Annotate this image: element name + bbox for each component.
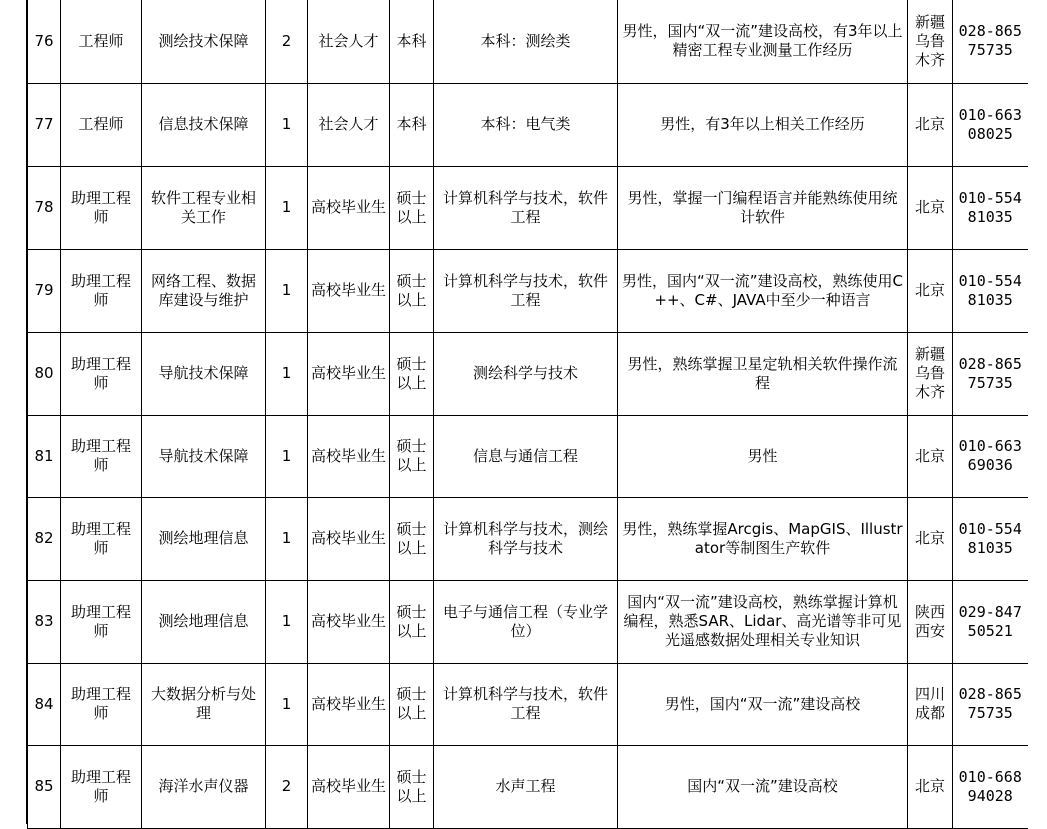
cell-job-title: 助理工程师 xyxy=(61,745,142,828)
cell-position: 信息技术保障 xyxy=(142,83,266,166)
cell-number: 84 xyxy=(28,663,61,745)
cell-major: 本科：电气类 xyxy=(434,83,618,166)
cell-position: 海洋水声仪器 xyxy=(142,745,266,828)
cell-major: 计算机科学与技术，测绘科学与技术 xyxy=(434,497,618,580)
cell-phone: 010-66894028 xyxy=(953,745,1028,828)
cell-major: 水声工程 xyxy=(434,745,618,828)
cell-position: 测绘地理信息 xyxy=(142,497,266,580)
cell-job-title: 助理工程师 xyxy=(61,249,142,332)
table-row xyxy=(28,332,1028,415)
cell-education: 硕士以上 xyxy=(390,663,434,745)
cell-count: 1 xyxy=(266,497,308,580)
cell-requirements: 男性 xyxy=(618,415,908,497)
table-row xyxy=(28,83,1028,166)
cell-education: 硕士以上 xyxy=(390,249,434,332)
cell-location: 陕西西安 xyxy=(908,580,953,663)
cell-source: 高校毕业生 xyxy=(308,249,390,332)
cell-count: 1 xyxy=(266,580,308,663)
cell-number: 85 xyxy=(28,745,61,828)
cell-job-title: 助理工程师 xyxy=(61,497,142,580)
cell-source: 高校毕业生 xyxy=(308,332,390,415)
cell-major: 测绘科学与技术 xyxy=(434,332,618,415)
cell-job-title: 助理工程师 xyxy=(61,415,142,497)
cell-phone: 010-55481035 xyxy=(953,166,1028,249)
cell-job-title: 工程师 xyxy=(61,83,142,166)
cell-source: 高校毕业生 xyxy=(308,497,390,580)
table-row xyxy=(28,663,1028,745)
recruitment-table xyxy=(27,0,1028,829)
cell-requirements: 国内“双一流”建设高校 xyxy=(618,745,908,828)
table-row xyxy=(28,745,1028,828)
cell-position: 导航技术保障 xyxy=(142,332,266,415)
cell-education: 硕士以上 xyxy=(390,497,434,580)
cell-location: 北京 xyxy=(908,166,953,249)
cell-count: 1 xyxy=(266,415,308,497)
cell-job-title: 工程师 xyxy=(61,0,142,83)
cell-source: 社会人才 xyxy=(308,0,390,83)
cell-number: 76 xyxy=(28,0,61,83)
cell-location: 新疆乌鲁木齐 xyxy=(908,332,953,415)
cell-count: 1 xyxy=(266,332,308,415)
cell-education: 硕士以上 xyxy=(390,166,434,249)
cell-requirements: 男性，国内“双一流”建设高校 xyxy=(618,663,908,745)
table-row xyxy=(28,415,1028,497)
cell-source: 高校毕业生 xyxy=(308,745,390,828)
cell-count: 1 xyxy=(266,663,308,745)
cell-source: 社会人才 xyxy=(308,83,390,166)
table-row xyxy=(28,0,1028,83)
cell-job-title: 助理工程师 xyxy=(61,332,142,415)
cell-count: 2 xyxy=(266,0,308,83)
table-row xyxy=(28,166,1028,249)
cell-requirements: 国内“双一流”建设高校，熟练掌握计算机编程，熟悉SAR、Lidar、高光谱等非可见光遥感数据处理相关专业知识 xyxy=(618,580,908,663)
cell-source: 高校毕业生 xyxy=(308,580,390,663)
cell-source: 高校毕业生 xyxy=(308,415,390,497)
cell-position: 测绘地理信息 xyxy=(142,580,266,663)
cell-phone: 028-86575735 xyxy=(953,332,1028,415)
table-body xyxy=(28,0,1028,828)
cell-job-title: 助理工程师 xyxy=(61,166,142,249)
cell-location: 北京 xyxy=(908,745,953,828)
cell-position: 测绘技术保障 xyxy=(142,0,266,83)
cell-education: 本科 xyxy=(390,0,434,83)
cell-phone: 010-55481035 xyxy=(953,249,1028,332)
cell-major: 计算机科学与技术，软件工程 xyxy=(434,663,618,745)
table-row xyxy=(28,249,1028,332)
cell-requirements: 男性，熟练掌握Arcgis、MapGIS、Illustrator等制图生产软件 xyxy=(618,497,908,580)
cell-count: 1 xyxy=(266,83,308,166)
cell-major: 本科：测绘类 xyxy=(434,0,618,83)
cell-count: 1 xyxy=(266,166,308,249)
cell-location: 北京 xyxy=(908,249,953,332)
table-row xyxy=(28,497,1028,580)
cell-count: 1 xyxy=(266,249,308,332)
cell-number: 79 xyxy=(28,249,61,332)
cell-number: 81 xyxy=(28,415,61,497)
cell-count: 2 xyxy=(266,745,308,828)
cell-source: 高校毕业生 xyxy=(308,166,390,249)
cell-education: 硕士以上 xyxy=(390,415,434,497)
cell-requirements: 男性，国内“双一流”建设高校，有3年以上精密工程专业测量工作经历 xyxy=(618,0,908,83)
cell-source: 高校毕业生 xyxy=(308,663,390,745)
cell-education: 硕士以上 xyxy=(390,580,434,663)
cell-location: 北京 xyxy=(908,497,953,580)
cell-number: 80 xyxy=(28,332,61,415)
cell-location: 北京 xyxy=(908,415,953,497)
cell-requirements: 男性，国内“双一流”建设高校，熟练使用C++、C#、JAVA中至少一种语言 xyxy=(618,249,908,332)
table-row xyxy=(28,580,1028,663)
cell-position: 大数据分析与处理 xyxy=(142,663,266,745)
cell-location: 四川成都 xyxy=(908,663,953,745)
cell-job-title: 助理工程师 xyxy=(61,580,142,663)
cell-position: 导航技术保障 xyxy=(142,415,266,497)
cell-requirements: 男性，有3年以上相关工作经历 xyxy=(618,83,908,166)
cell-phone: 010-66369036 xyxy=(953,415,1028,497)
cell-requirements: 男性，掌握一门编程语言并能熟练使用统计软件 xyxy=(618,166,908,249)
cell-phone: 010-55481035 xyxy=(953,497,1028,580)
cell-position: 软件工程专业相关工作 xyxy=(142,166,266,249)
cell-phone: 010-66308025 xyxy=(953,83,1028,166)
cell-job-title: 助理工程师 xyxy=(61,663,142,745)
cell-location: 新疆乌鲁木齐 xyxy=(908,0,953,83)
cell-education: 本科 xyxy=(390,83,434,166)
cell-education: 硕士以上 xyxy=(390,332,434,415)
cell-major: 计算机科学与技术，软件工程 xyxy=(434,166,618,249)
cell-position: 网络工程、数据库建设与维护 xyxy=(142,249,266,332)
cell-location: 北京 xyxy=(908,83,953,166)
cell-major: 电子与通信工程（专业学位） xyxy=(434,580,618,663)
cell-number: 83 xyxy=(28,580,61,663)
cell-number: 77 xyxy=(28,83,61,166)
cell-number: 82 xyxy=(28,497,61,580)
cell-requirements: 男性，熟练掌握卫星定轨相关软件操作流程 xyxy=(618,332,908,415)
cell-number: 78 xyxy=(28,166,61,249)
cell-major: 信息与通信工程 xyxy=(434,415,618,497)
cell-major: 计算机科学与技术，软件工程 xyxy=(434,249,618,332)
cell-phone: 028-86575735 xyxy=(953,663,1028,745)
cell-phone: 028-86575735 xyxy=(953,0,1028,83)
cell-phone: 029-84750521 xyxy=(953,580,1028,663)
cell-education: 硕士以上 xyxy=(390,745,434,828)
